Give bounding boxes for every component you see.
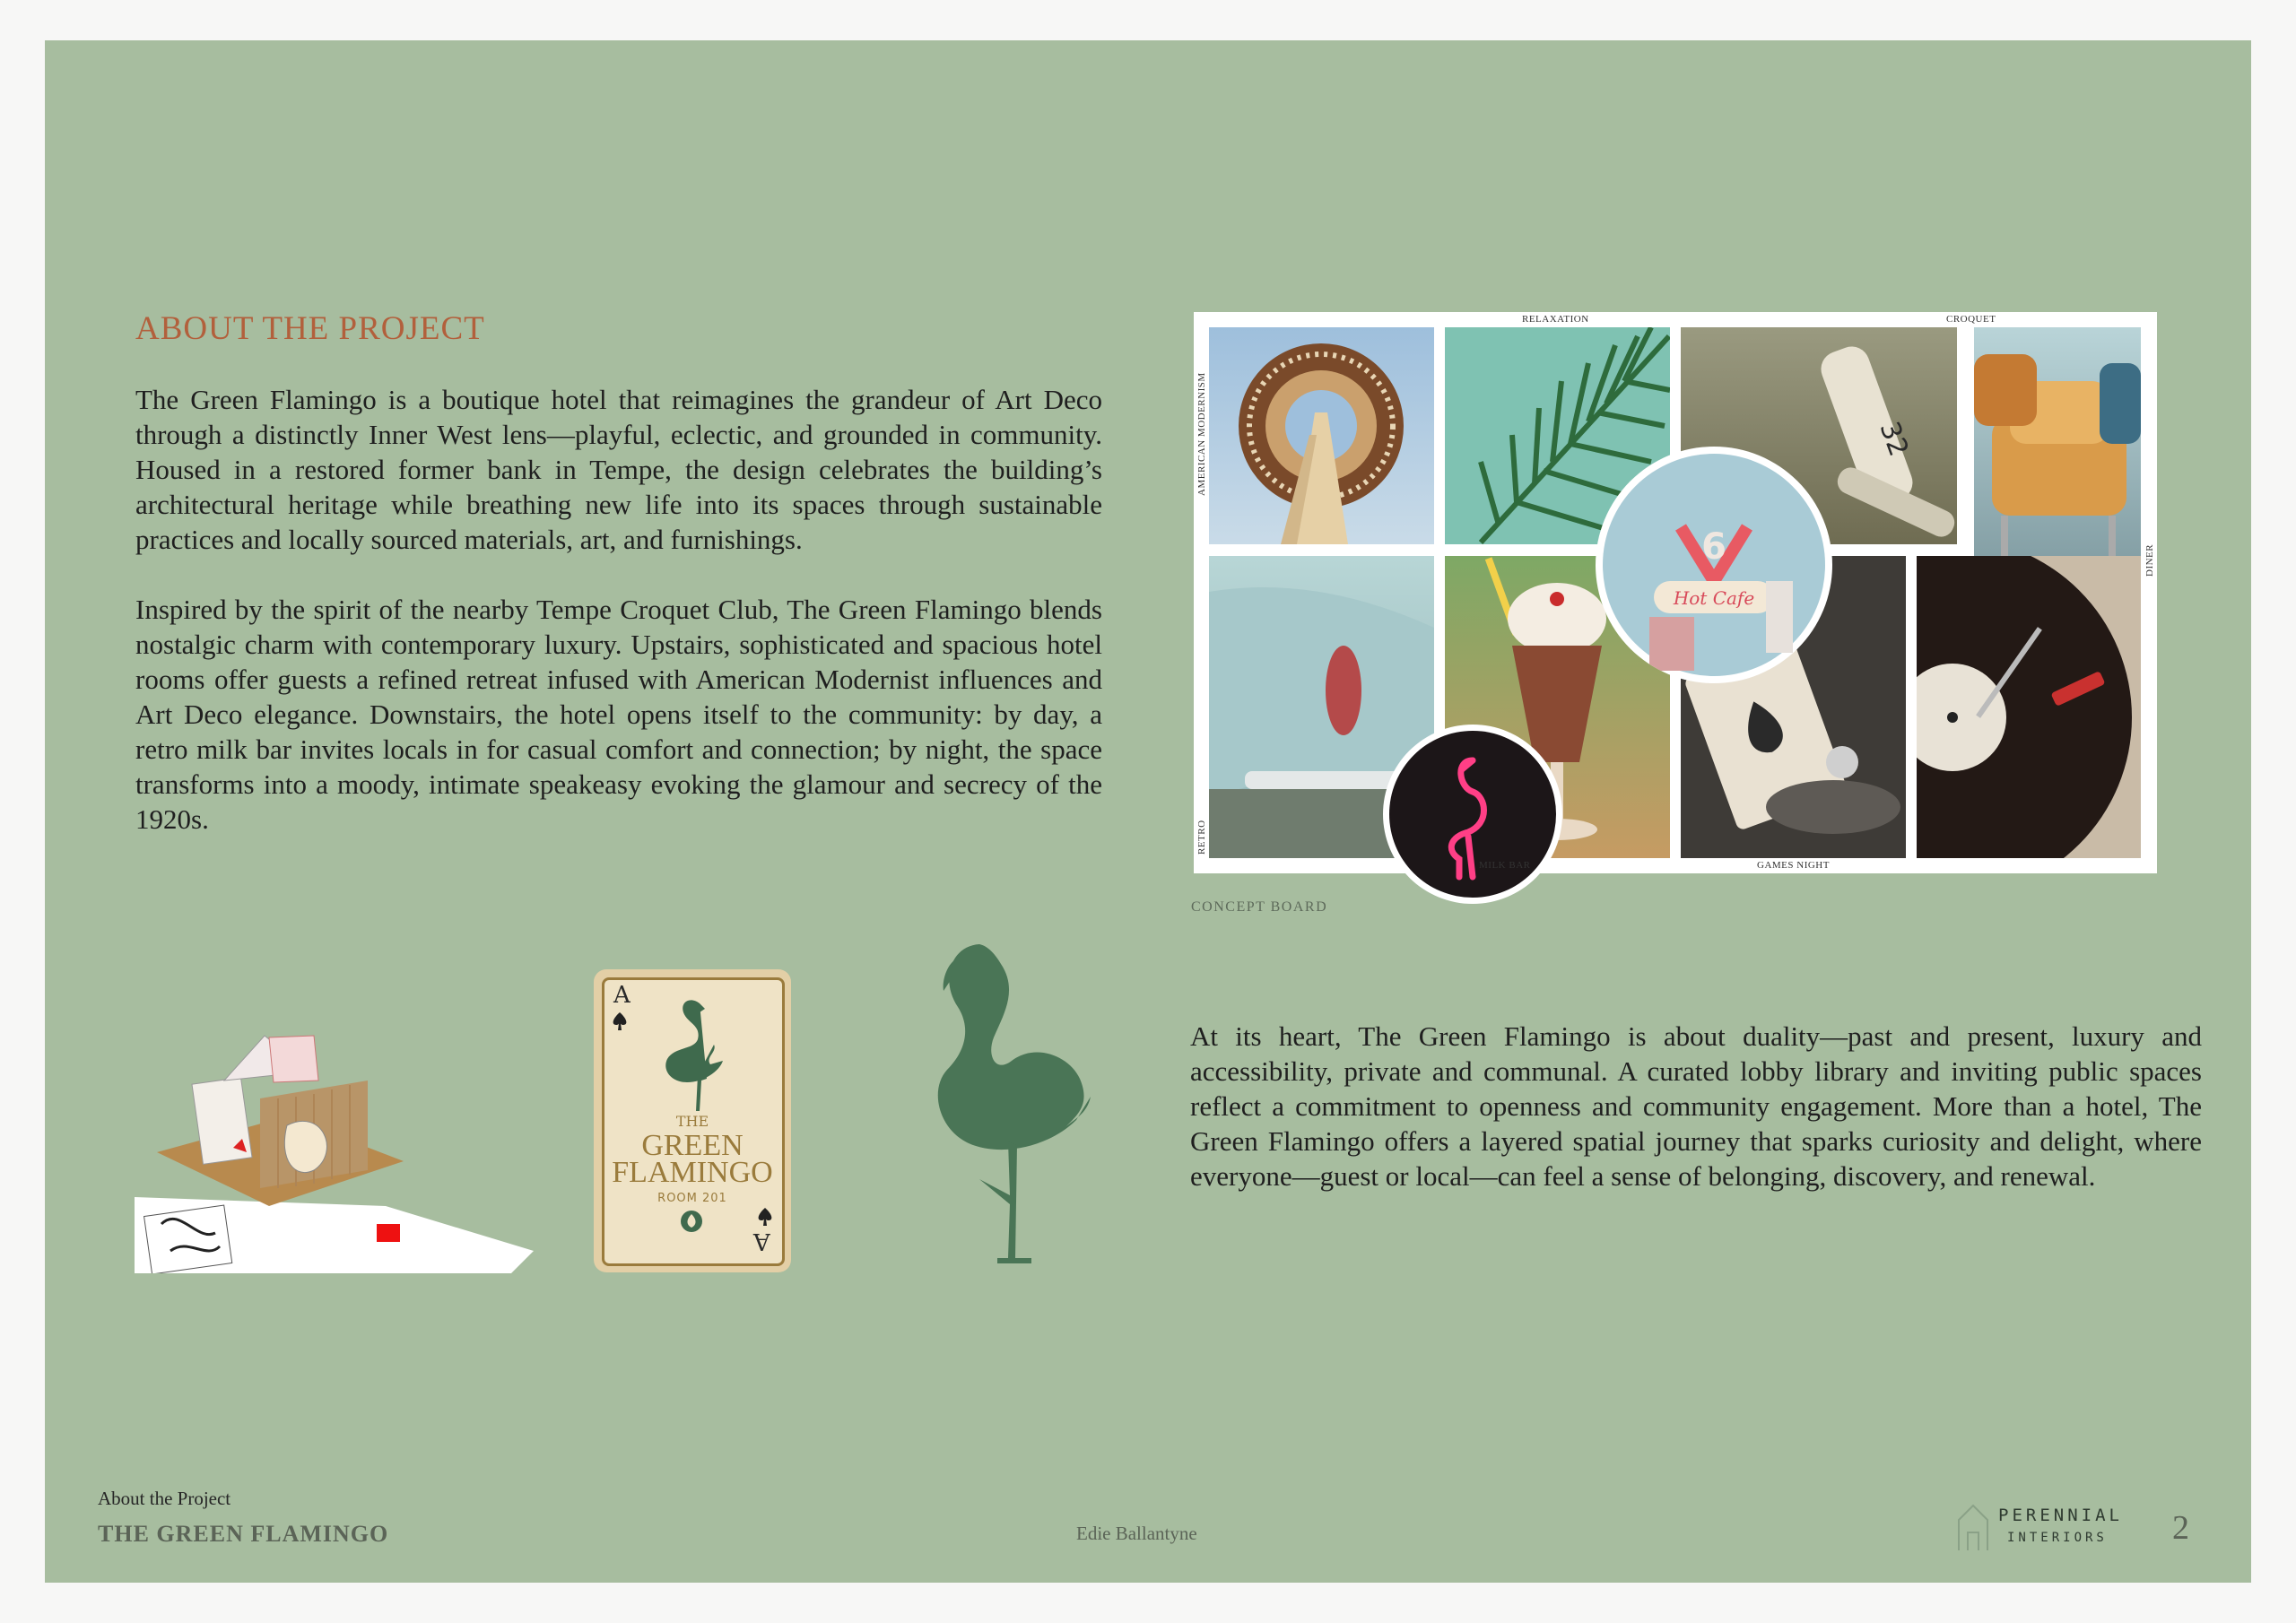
label-croquet: CROQUET <box>1946 314 1996 325</box>
concept-board-caption: CONCEPT BOARD <box>1191 899 1328 915</box>
perennial-interiors-logo <box>1955 1502 2188 1556</box>
house-of-cards-model <box>135 982 534 1273</box>
sign-text: Hot Cafe <box>1673 587 1755 609</box>
neon-flamingo-image <box>1383 725 1562 904</box>
card-green: GREEN <box>641 1129 744 1162</box>
card-corner-top: A <box>613 982 631 1009</box>
croquet-number: 32 <box>1873 417 1915 461</box>
label-american-modernism: AMERICAN MODERNISM <box>1196 372 1207 496</box>
spade-icon <box>612 1012 628 1032</box>
intro-paragraph: The Green Flamingo is a boutique hotel that reimagines the grandeur of Art Deco through a distinctly Inner West lens—playful, eclectic, and grounded in community. Housed in a restored former bank in Tempe, the design celebrates the building’s architectural heritage while breathing new life into its spaces through sustainable practices and locally sourced materials, art, and furnishings. <box>135 384 1102 555</box>
neon-sign-image <box>1596 447 1832 683</box>
footer-title: THE GREEN FLAMINGO <box>98 1521 389 1547</box>
label-diner: DINER <box>2144 543 2155 577</box>
concept-board <box>1194 312 2157 873</box>
label-retro: RETRO <box>1196 820 1207 855</box>
card-flamingo: FLAMINGO <box>612 1156 773 1189</box>
card-room: ROOM 201 <box>657 1192 727 1205</box>
section-heading: ABOUT THE PROJECT <box>135 310 485 347</box>
card-corner-bottom: A <box>753 1228 770 1254</box>
card-the: THE <box>675 1113 709 1130</box>
flamingo-icon <box>648 994 737 1120</box>
label-games-night: GAMES NIGHT <box>1757 860 1830 871</box>
page-number: 2 <box>2172 1509 2189 1547</box>
label-milk-bar: MILK BAR <box>1479 860 1531 871</box>
leaf-emblem-icon <box>680 1210 703 1233</box>
record-player-image <box>1917 556 2141 858</box>
label-relaxation: RELAXATION <box>1522 314 1589 325</box>
page-panel <box>45 40 2251 1583</box>
house-logo-icon <box>1955 1502 1991 1552</box>
space-needle-image <box>1209 327 1434 544</box>
inspiration-paragraph: Inspired by the spirit of the nearby Tempe Croquet Club, The Green Flamingo blends nostalgic charm with contemporary luxury. Upstairs, sophisticated and spacious hotel rooms offer guests a refined retreat infused with American Modernist influences and Art Deco elegance. Downstairs, the hotel opens itself to the community: by day, a retro milk bar invites locals in for casual comfort and connection; by night, the space transforms into a moody, intimate speakeasy evoking the glamour and secrecy of the 1920s. <box>135 594 1102 835</box>
footer-subtitle: About the Project <box>98 1488 231 1509</box>
room-key-card <box>594 969 791 1272</box>
footer-author: Edie Ballantyne <box>1076 1523 1197 1544</box>
brand-line-1: PERENNIAL <box>1998 1506 2123 1525</box>
flamingo-silhouette-icon <box>915 944 1112 1267</box>
sign-number: 6 <box>1701 526 1726 568</box>
brand-line-2: INTERIORS <box>2007 1531 2108 1545</box>
spade-icon <box>757 1208 773 1228</box>
diner-chair-image <box>1974 327 2141 582</box>
closing-paragraph: At its heart, The Green Flamingo is about duality—past and present, luxury and accessibility, private and communal. A curated lobby library and inviting public spaces reflect a commitment to openness and community engagement. More than a hotel, The Green Flamingo offers a layered spatial journey that sparks curiosity and delight, where everyone—guest or local—can feel a sense of belonging, discovery, and renewal. <box>1190 1020 2202 1192</box>
